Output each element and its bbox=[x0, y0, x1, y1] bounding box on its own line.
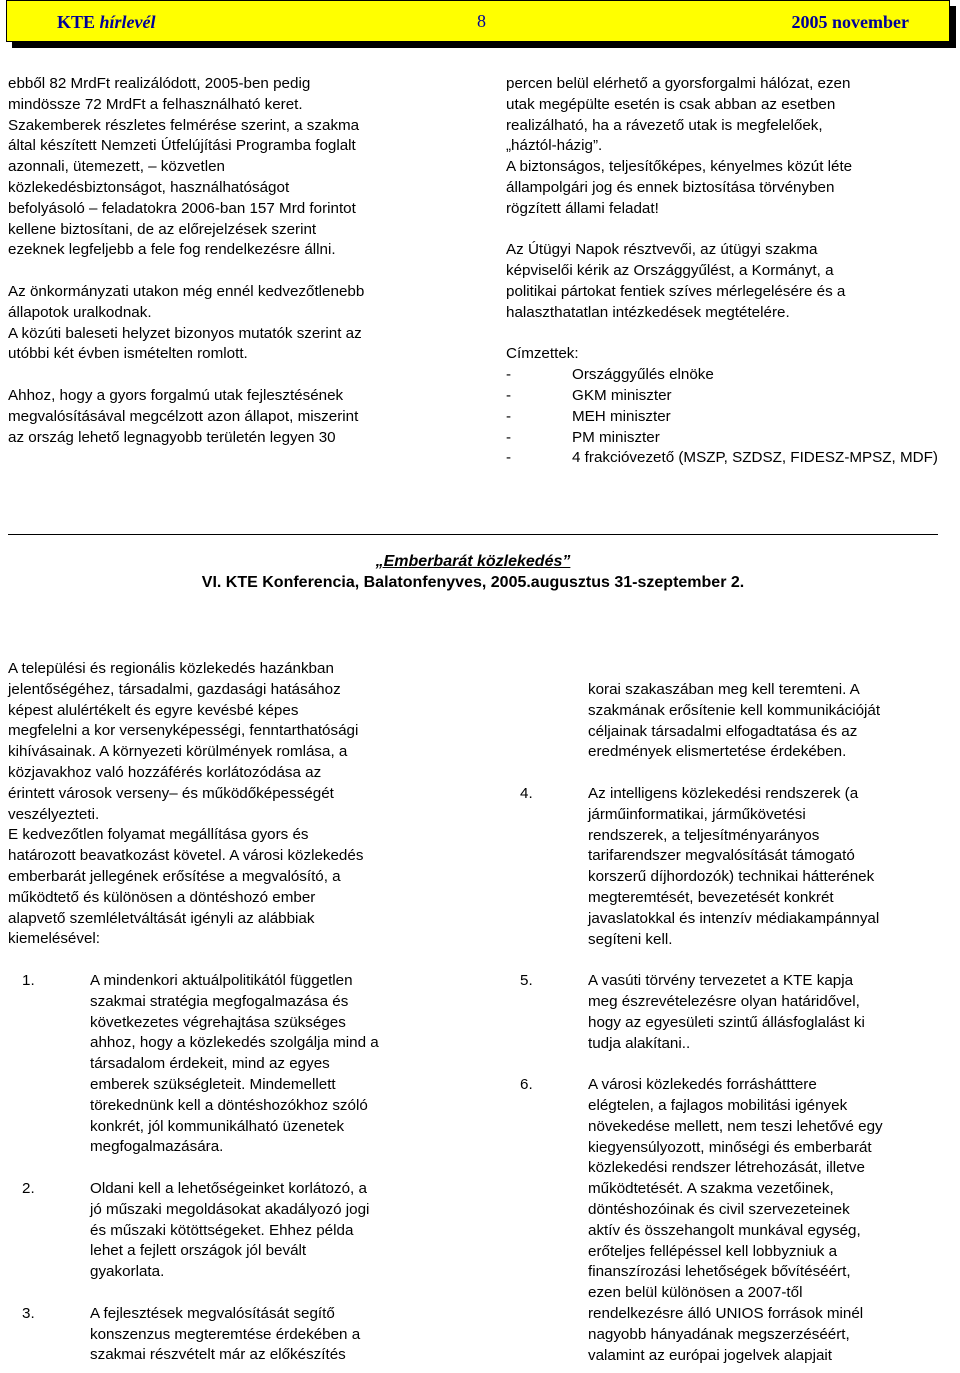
newsletter-title: KTE hírlevél bbox=[57, 12, 156, 32]
list-item: 1. A mindenkori aktuálpolitikától független szakmai stratégia megfogalmazása és következetes végrehajtása szükséges ahhoz, hogy a közlekedés szolgálja mind a társadalom érdekeit, mind az egyes emberek szükségleteit. Mindemellett törekednünk kell a döntéshozókhoz szóló konkrét, jól kommunikálható üzenetek megfogalmazására. bbox=[22, 971, 379, 1156]
issue-date: 2005 november bbox=[791, 12, 909, 32]
page-number: 8 bbox=[477, 11, 486, 31]
paragraph: E kedvezőtlen folyamat megállítása gyors és határozott beavatkozást követel. A városi közlekedés emberbarát jellegének erősítése a megvalósító, a működtető és különösen a döntéshozó ember alapvető szemléletváltását igényli az alábbiak kiemelésével: bbox=[8, 826, 364, 948]
paragraph: ebből 82 MrdFt realizálódott, 2005-ben pedig mindössze 72 MrdFt a felhasználható keret. Szakemberek részletes felmérése szerint, a szakma által készített Nemzeti Útfelújítási Programba foglalt azonnali, ütemezett, – közvetlen közlekedésbiztonságot, használhatóságot befolyásoló – feladatokra 2006-ban 157 Mrd forintot kellene biztosítani, de az előrejelzések szerint ezeknek legfeljebb a fele fog rendelkezésre állni. bbox=[8, 75, 360, 259]
paragraph: Ahhoz, hogy a gyors forgalmú utak fejlesztésének megvalósításával megcélzott azon állapot, miszerint az ország lehető legnagyobb területén legyen 30 bbox=[8, 386, 359, 446]
column-bottom-left bbox=[8, 659, 441, 1366]
paragraph: Az Útügyi Napok résztvevői, az útügyi szakma képviselői kérik az Országgyűlést, a Kormányt, a politikai pártokat fentiek szíves mérlegelésére és a halaszthatatlan intézkedések megtételére. bbox=[506, 241, 846, 321]
list-item: 6. A városi közlekedés forráshátttere elégtelen, a fajlagos mobilitási igények növekedése mellett, nem teszi lehetővé egy kiegyensúlyozott, minőségi és emberbarát közlekedési rendszer létrehozását, illetve működtetését. A szakma vezetőinek, döntéshozóinak és civil szervezeteinek aktív és összehangolt munkával egység, erőteljes fellépéssel kell lobbyzniuk a finanszírozási lehetőségek bővítéséért, ezen belül különösen a 2007-től rendelkezésre álló UNIOS források minél nagyobb hányadának megszerzéséért, valamint az európai jogelvek alapjait bbox=[520, 1076, 883, 1364]
recipient-item: - 4 frakcióvezető (MSZP, SZDSZ, FIDESZ-MPSZ, MDF) bbox=[506, 449, 938, 467]
column-bottom-right bbox=[506, 680, 938, 1366]
list-item-continuation: korai szakaszában meg kell teremteni. A szakmának erősítenie kell kommunikációját céljainak társadalmi elfogadtatása és az eredmények elismertetése érdekében. bbox=[588, 681, 881, 761]
conference-subtitle: VI. KTE Konferencia, Balatonfenyves, 2005.augusztus 31-szeptember 2. bbox=[201, 573, 745, 591]
list-item: 2. Oldani kell a lehetőségeinket korlátozó, a jó műszaki megoldásokat akadályozó jogi és műszaki kötöttségeket. Ehhez példa lehet a fejlett országok jól bevált gyakorlata. bbox=[22, 1179, 370, 1281]
paragraph: percen belül elérhető a gyorsforgalmi hálózat, ezen utak megépülte esetén is csak abban az esetben realizálható, ha a rávezető utak is megfelelőek, „háztól-házig”. bbox=[506, 75, 851, 155]
list-item: 3. A fejlesztések megvalósítását segítő konszenzus megteremtése érdekében a szakmai részvételt már az előkészítés bbox=[22, 1304, 361, 1364]
page-header bbox=[6, 0, 950, 42]
paragraph: Az önkormányzati utakon még ennél kedvezőtlenebb állapotok uralkodnak. bbox=[8, 282, 365, 321]
recipient-item: - PM miniszter bbox=[506, 428, 660, 446]
section-divider bbox=[8, 534, 938, 535]
column-top-left bbox=[8, 74, 441, 448]
column-top-right bbox=[506, 74, 938, 469]
conference-heading bbox=[0, 552, 946, 594]
conference-title: „Emberbarát közlekedés” bbox=[375, 553, 571, 570]
list-item: 4. Az intelligens közlekedési rendszerek (a járműinformatikai, járműkövetési rendszerek, a teljesítményarányos tarifarendszer megvalósítását támogató korszerű díjhordozók) technikai hátterének megteremtését, bevezetését konkrét javaslatokkal és intenzív médiakampánnyal segíteni kell. bbox=[520, 784, 880, 948]
paragraph: A biztonságos, teljesítőképes, kényelmes közút léte állampolgári jog és ennek biztosítása törvényben rögzített állami feladat! bbox=[506, 158, 853, 217]
paragraph: A közúti baleseti helyzet bizonyos mutatók szerint az utóbbi két évben ismételten romlott. bbox=[8, 324, 362, 363]
recipients-label: Címzettek: bbox=[506, 345, 579, 363]
list-item: 5. A vasúti törvény tervezetet a KTE kapja meg észrevételezésre olyan határidővel, hogy az egyesületi szintű állásfoglalást ki tudja alakítani.. bbox=[520, 972, 865, 1052]
recipient-item: - GKM miniszter bbox=[506, 386, 672, 404]
recipient-item: - MEH miniszter bbox=[506, 407, 671, 425]
recipient-item: - Országgyűlés elnöke bbox=[506, 366, 714, 384]
paragraph: A települési és regionális közlekedés hazánkban jelentőségéhez, társadalmi, gazdasági hatásához képest alulértékelt és egyre kevésbé képes megfelelni a kor versenyképességi, fenntarthatósági kihívásainak. A környezeti körülmények romlása, a közjavakhoz való hozzáférés korlátozódása az érintett városok verseny– és működőképességét veszélyezteti. bbox=[8, 660, 359, 823]
